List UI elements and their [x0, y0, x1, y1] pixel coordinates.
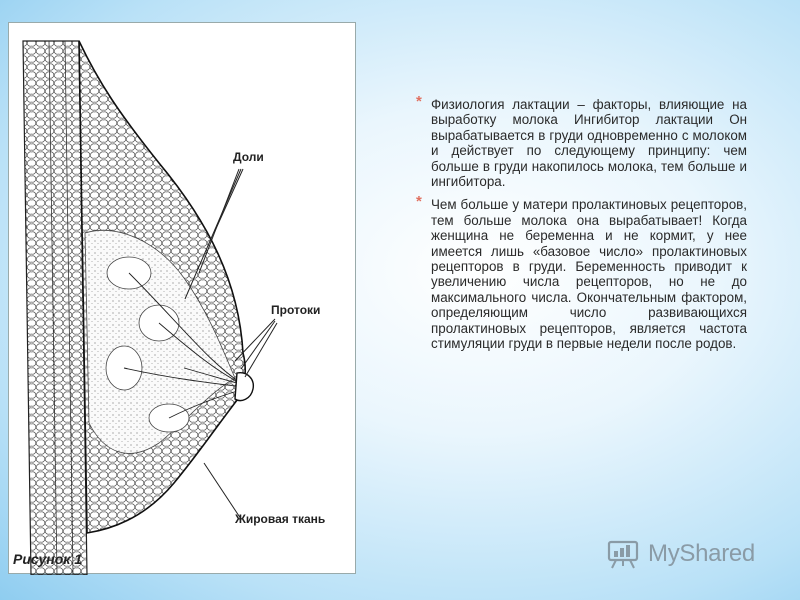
paragraph-inhibitor	[416, 93, 747, 190]
bullet-asterisk: *	[416, 93, 422, 110]
slide-text	[416, 93, 747, 360]
paragraph-receptors	[416, 193, 747, 352]
label-fat-tissue: Жировая ткань	[235, 512, 326, 526]
label-ducts: Протоки	[271, 303, 321, 317]
presentation-board-icon	[606, 538, 642, 570]
myshared-logo[interactable]	[606, 537, 776, 571]
anatomy-figure	[8, 22, 356, 574]
bullet-asterisk: *	[416, 193, 422, 211]
label-lobes: Доли	[233, 150, 264, 164]
logo-text: MyShared	[648, 540, 755, 567]
paragraph-text: Чем больше у матери пролактиновых рецепторов, тем больше молока она вырабатывает! Когда женщина не беременна и не кормит, у нее имеется лишь «базовое число» пролактиновых рецепторов в груди. Беременность приводит к увеличению числа рецепторов, но не до максимального числа. Окончательным фактором, определяющим число развивающихся пролактиновых рецепторов, является частота стимуляции груди в первые недели после родов.	[431, 197, 747, 352]
figure-caption: Рисунок 1	[13, 551, 83, 567]
breast-anatomy-drawing	[9, 23, 357, 575]
paragraph-text: Физиология лактации – факторы, влияющие на выработку молока Ингибитор лактации Он вырабатывается в груди одновременно с молоком и действует по следующему принципу: чем больше в груди накопилось молока, тем больше и ингибитора.	[431, 97, 747, 190]
